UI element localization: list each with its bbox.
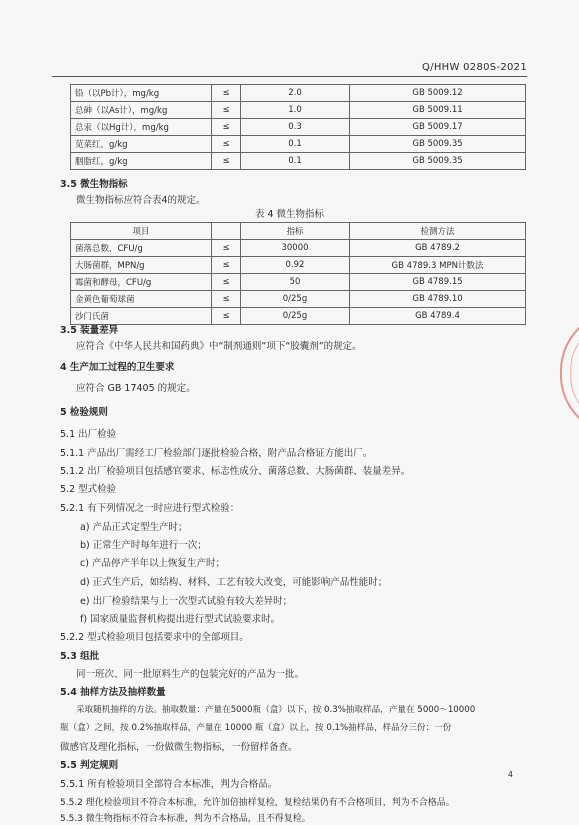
header-rule xyxy=(52,76,527,77)
list-item: d) 正式生产后，如结构、材料、工艺有较大改变，可能影响产品性能时； xyxy=(80,577,388,588)
list-item: b) 正常生产时每年进行一次； xyxy=(80,540,207,551)
table-row: 总砷（以As计），mg/kg ≤ 1.0 GB 5009.11 xyxy=(71,102,526,119)
paragraph: 应符合 GB 17405 的规定。 xyxy=(76,383,196,394)
table-header-row: 项目 指标 检测方法 xyxy=(71,223,526,240)
clause: 5.1 出厂检验 xyxy=(60,429,117,440)
clause: 5.1.2 出厂检验项目包括感官要求、标志性成分、菌落总数、大肠菌群、装量差异。 xyxy=(60,466,411,477)
paragraph: 应符合《中华人民共和国药典》中“制剂通则”项下“胶囊剂”的规定。 xyxy=(76,341,362,352)
table-row: 总汞（以Hg计），mg/kg ≤ 0.3 GB 5009.17 xyxy=(71,119,526,136)
clause: 5.1.1 产品出厂需经工厂检验部门逐批检验合格，附产品合格证方能出厂。 xyxy=(60,448,373,459)
table-row: 胭脂红，g/kg ≤ 0.1 GB 5009.35 xyxy=(71,153,526,170)
clause: 5.2.1 有下列情况之一时应进行型式检验： xyxy=(60,503,240,514)
page-number: 4 xyxy=(507,770,513,779)
section-heading: 5 检验规则 xyxy=(60,407,108,418)
table-row: 霉菌和酵母，CFU/g ≤ 50 GB 4789.15 xyxy=(71,274,526,291)
section-heading: 3.5 装量差异 xyxy=(60,325,119,336)
clause: 5.5 判定规则 xyxy=(60,760,119,771)
table-caption: 表 4 微生物指标 xyxy=(254,209,325,220)
table-row: 铅（以Pb计），mg/kg ≤ 2.0 GB 5009.12 xyxy=(71,85,526,102)
clause: 5.3 组批 xyxy=(60,651,100,662)
table-row: 苋菜红，g/kg ≤ 0.1 GB 5009.35 xyxy=(71,136,526,153)
paragraph: 瓶（盒）之间，按 0.2%抽取样品，产量在 10000 瓶（盒）以上，按 0.1%抽样品，样品分三份：一份 xyxy=(60,723,452,733)
list-item: a) 产品正式定型生产时； xyxy=(80,522,188,533)
section-heading: 4 生产加工过程的卫生要求 xyxy=(60,362,175,373)
list-item: c) 产品停产半年以上恢复生产时； xyxy=(80,558,225,569)
table-row: 金黄色葡萄球菌 ≤ 0/25g GB 4789.10 xyxy=(71,291,526,308)
table-row: 沙门氏菌 ≤ 0/25g GB 4789.4 xyxy=(71,308,526,325)
clause: 5.2 型式检验 xyxy=(60,484,117,495)
paragraph: 微生物指标应符合表4的规定。 xyxy=(76,195,206,206)
table-row: 大肠菌群，MPN/g ≤ 0.92 GB 4789.3 MPN计数法 xyxy=(71,257,526,274)
clause: 5.5.2 理化检验项目不符合本标准，允许加倍抽样复检，复检结果仍有不合格项目，判为不合格品。 xyxy=(60,798,455,808)
paragraph: 同一班次、同一批原料生产的包装完好的产品为一批。 xyxy=(76,669,305,680)
table-row: 菌落总数，CFU/g ≤ 30000 GB 4789.2 xyxy=(71,240,526,257)
list-item: e) 出厂检验结果与上一次型式试验有较大差异时； xyxy=(80,596,293,607)
paragraph: 做感官及理化指标，一份做微生物指标，一份留样备查。 xyxy=(60,742,298,753)
contaminant-table xyxy=(70,84,526,170)
clause: 5.5.3 微生物指标不符合本标准，判为不合格品，且不得复检。 xyxy=(60,814,311,824)
section-heading: 3.5 微生物指标 xyxy=(60,179,128,190)
list-item: f) 国家质量监督机构提出进行型式试验要求时。 xyxy=(80,614,281,625)
microbial-table xyxy=(70,222,526,325)
clause: 5.2.2 型式检验项目包括要求中的全部项目。 xyxy=(60,632,249,643)
clause: 5.4 抽样方法及抽样数量 xyxy=(60,687,166,698)
doc-code: Q/HHW 0280S-2021 xyxy=(422,62,527,73)
red-seal-stamp xyxy=(551,318,579,428)
clause: 5.5.1 所有检验项目全部符合本标准，判为合格品。 xyxy=(60,779,278,790)
paragraph: 采取随机抽样的方法。抽取数量：产量在5000瓶（盒）以下，按 0.3%抽取样品，产量在 5000～10000 xyxy=(76,705,476,715)
